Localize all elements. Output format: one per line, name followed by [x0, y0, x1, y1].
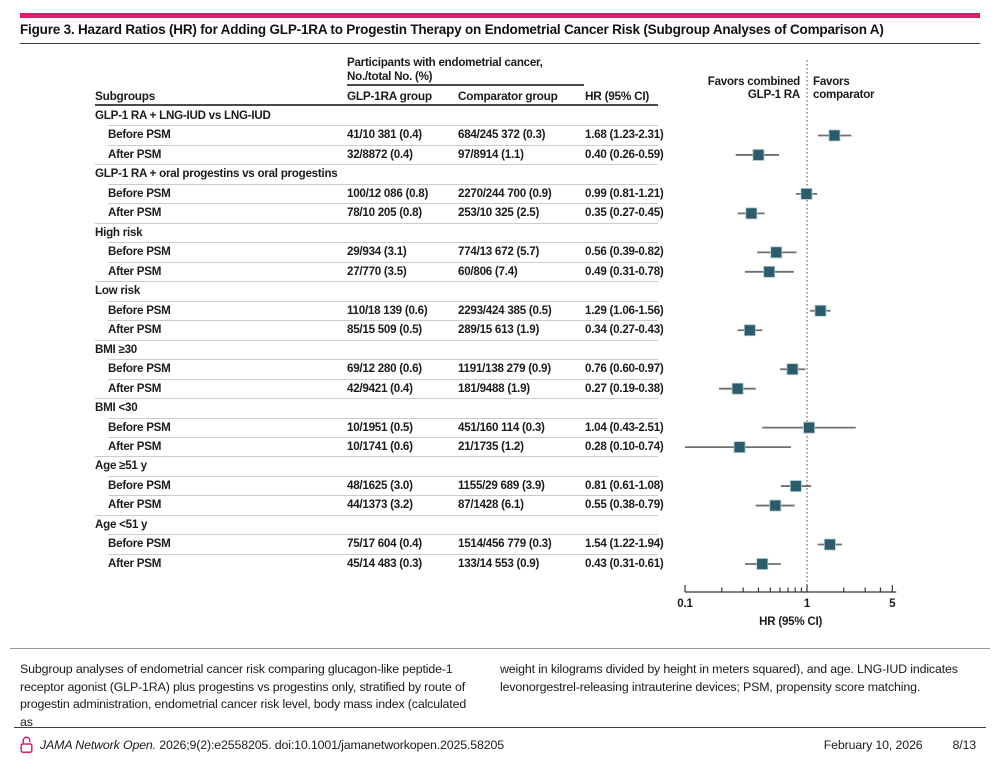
citation — [40, 738, 504, 752]
hr-ci-value: 0.35 (0.27-0.45) — [585, 206, 664, 220]
hr-ci-value: 0.43 (0.31-0.61) — [585, 556, 664, 570]
glp1ra-value: 69/12 280 (0.6) — [347, 362, 422, 376]
journal-name: JAMA Network Open. — [40, 738, 156, 752]
row-label: Before PSM — [108, 303, 171, 317]
subgroup-data-row — [95, 359, 664, 378]
row-label: Before PSM — [108, 128, 171, 142]
column-header-comparator: Comparator group — [458, 89, 558, 103]
hr-point-marker — [790, 481, 801, 492]
forest-marker-row — [810, 305, 830, 316]
forest-marker-row — [756, 500, 795, 511]
hr-ci-value: 0.27 (0.19-0.38) — [585, 381, 664, 395]
row-label: Before PSM — [108, 478, 171, 492]
subgroup-data-row — [95, 418, 664, 437]
forest-marker-row — [719, 383, 756, 394]
row-label: After PSM — [108, 323, 162, 337]
hr-ci-value: 0.49 (0.31-0.78) — [585, 264, 664, 278]
comparator-value: 289/15 613 (1.9) — [458, 323, 540, 337]
subgroup-data-row — [95, 242, 664, 261]
glp1ra-value: 32/8872 (0.4) — [347, 147, 413, 161]
comparator-value: 253/10 325 (2.5) — [458, 206, 540, 220]
group-header-line2: No./total No. (%) — [347, 69, 433, 83]
comparator-value: 87/1428 (6.1) — [458, 498, 524, 512]
x-axis-label: HR (95% CI) — [759, 616, 823, 628]
forest-marker-row — [781, 481, 811, 492]
subgroup-section-row — [95, 515, 658, 534]
subgroup-table — [95, 106, 664, 573]
comparator-value: 1191/138 279 (0.9) — [458, 362, 551, 376]
forest-marker-row — [745, 558, 781, 569]
hr-ci-value: 0.55 (0.38-0.79) — [585, 498, 664, 512]
subgroup-data-row — [95, 145, 664, 164]
section-label: GLP-1 RA + LNG-IUD vs LNG-IUD — [95, 109, 271, 122]
hr-ci-value: 1.04 (0.43-2.51) — [585, 420, 664, 434]
hr-ci-value: 0.40 (0.26-0.59) — [585, 147, 664, 161]
row-label: Before PSM — [108, 420, 171, 434]
glp1ra-value: 75/17 604 (0.4) — [347, 537, 422, 551]
comparator-value: 2293/424 385 (0.5) — [458, 303, 552, 317]
page-number: 8/13 — [952, 738, 976, 752]
hr-point-marker — [753, 149, 764, 160]
hr-point-marker — [787, 364, 798, 375]
hr-point-marker — [734, 442, 745, 453]
row-label: After PSM — [108, 206, 162, 220]
axis-tick-label: 5 — [889, 598, 896, 610]
glp1ra-value: 29/934 (3.1) — [347, 245, 407, 259]
forest-marker-row — [818, 130, 851, 141]
glp1ra-value: 48/1625 (3.0) — [347, 478, 413, 492]
caption-divider — [10, 648, 990, 649]
subgroup-data-row — [95, 495, 664, 514]
hr-point-marker — [744, 325, 755, 336]
comparator-value: 133/14 553 (0.9) — [458, 556, 540, 570]
hr-point-marker — [824, 539, 835, 550]
favors-combined-line1: Favors combined — [707, 75, 800, 88]
comparator-value: 684/245 372 (0.3) — [458, 128, 546, 142]
subgroup-data-row — [95, 184, 664, 203]
column-header-glp1ra: GLP-1RA group — [347, 89, 432, 103]
glp1ra-value: 10/1741 (0.6) — [347, 439, 413, 453]
row-label: After PSM — [108, 147, 162, 161]
forest-marker-row — [738, 325, 763, 336]
subgroup-data-row — [95, 476, 664, 495]
subgroup-data-row — [95, 534, 664, 553]
hr-point-marker — [770, 500, 781, 511]
hr-ci-value: 0.56 (0.39-0.82) — [585, 245, 664, 259]
forest-marker-row — [818, 539, 843, 550]
hr-point-marker — [815, 305, 826, 316]
glp1ra-value: 85/15 509 (0.5) — [347, 323, 422, 337]
glp1ra-value: 42/9421 (0.4) — [347, 381, 413, 395]
forest-marker-row — [685, 442, 791, 453]
subgroup-data-row — [95, 301, 664, 320]
section-label: Low risk — [95, 284, 141, 298]
favors-comparator-line1: Favors — [813, 75, 850, 88]
comparator-value: 181/9488 (1.9) — [458, 381, 530, 395]
subgroup-data-row — [95, 437, 664, 456]
row-label: Before PSM — [108, 186, 171, 200]
row-label: After PSM — [108, 556, 162, 570]
glp1ra-value: 110/18 139 (0.6) — [347, 303, 428, 317]
page-footer — [20, 734, 980, 756]
glp1ra-value: 27/770 (3.5) — [347, 264, 407, 278]
hr-point-marker — [801, 188, 812, 199]
comparator-value: 1514/456 779 (0.3) — [458, 537, 552, 551]
hr-ci-value: 0.81 (0.61-1.08) — [585, 478, 664, 492]
citation-details: 2026;9(2):e2558205. doi:10.1001/jamanetworkopen.2025.58205 — [155, 738, 504, 752]
subgroup-data-row — [95, 379, 664, 398]
section-label: BMI ≥30 — [95, 342, 137, 356]
section-label: High risk — [95, 225, 143, 239]
section-label: BMI <30 — [95, 401, 138, 415]
row-label: Before PSM — [108, 245, 171, 259]
subgroup-data-row — [95, 203, 664, 222]
comparator-value: 1155/29 689 (3.9) — [458, 478, 545, 492]
jama-accent-bar — [20, 13, 980, 18]
open-access-lock-icon — [20, 736, 33, 754]
subgroup-section-row — [95, 456, 658, 475]
hr-point-marker — [804, 422, 815, 433]
column-header-subgroups: Subgroups — [95, 89, 156, 103]
hr-point-marker — [732, 383, 743, 394]
hr-ci-value: 1.68 (1.23-2.31) — [585, 128, 664, 142]
axis-tick-label: 1 — [803, 598, 811, 610]
forest-plot — [660, 56, 1000, 646]
comparator-value: 60/806 (7.4) — [458, 264, 518, 278]
favors-comparator-line2: comparator — [813, 88, 875, 101]
section-label: GLP-1 RA + oral progestins vs oral progestins — [95, 167, 338, 181]
section-label: Age ≥51 y — [95, 459, 147, 473]
row-label: Before PSM — [108, 362, 171, 376]
figure-caption-right: weight in kilograms divided by height in meters squared), and age. LNG-IUD indicates levonorgestrel-releasing intrauterine devices; PSM, propensity score matching. — [500, 662, 958, 694]
participants-group-header — [347, 56, 587, 83]
glp1ra-value: 45/14 483 (0.3) — [347, 556, 422, 570]
glp1ra-value: 41/10 381 (0.4) — [347, 128, 422, 142]
row-label: After PSM — [108, 439, 162, 453]
hr-point-marker — [829, 130, 840, 141]
forest-marker-row — [762, 422, 855, 433]
hr-ci-value: 1.54 (1.22-1.94) — [585, 537, 664, 551]
forest-marker-row — [757, 247, 796, 258]
hr-point-marker — [757, 558, 768, 569]
title-divider — [20, 43, 980, 44]
comparator-value: 2270/244 700 (0.9) — [458, 186, 552, 200]
comparator-value: 774/13 672 (5.7) — [458, 245, 540, 259]
subgroup-section-row — [95, 106, 658, 125]
hr-point-marker — [771, 247, 782, 258]
row-label: After PSM — [108, 498, 162, 512]
figure-caption-left: Subgroup analyses of endometrial cancer risk comparing glucagon-like peptide-1 receptor agonist (GLP-1RA) plus progestins vs progestins only, stratified by route of progestin administration, endometrial cancer risk level, body mass index (calculated as — [20, 662, 467, 729]
row-label: After PSM — [108, 264, 162, 278]
forest-marker-row — [780, 364, 805, 375]
comparator-value: 97/8914 (1.1) — [458, 147, 524, 161]
glp1ra-value: 100/12 086 (0.8) — [347, 186, 429, 200]
glp1ra-value: 10/1951 (0.5) — [347, 420, 413, 434]
subgroup-data-row — [95, 262, 664, 281]
subgroup-section-row — [95, 281, 658, 300]
forest-marker-row — [745, 266, 794, 277]
subgroup-data-row — [95, 554, 664, 573]
forest-marker-row — [796, 188, 817, 199]
subgroup-data-row — [95, 320, 664, 339]
footer-divider — [14, 727, 986, 728]
subgroup-section-row — [95, 340, 658, 359]
column-header-hr: HR (95% CI) — [585, 89, 650, 103]
group-header-line1: Participants with endometrial cancer, — [347, 56, 543, 69]
hr-ci-value: 0.76 (0.60-0.97) — [585, 362, 664, 376]
forest-marker-row — [738, 208, 765, 219]
group-header-underline — [347, 84, 584, 86]
publication-date: February 10, 2026 — [823, 738, 923, 752]
hr-point-marker — [746, 208, 757, 219]
favors-combined-line2: GLP-1 RA — [747, 88, 800, 101]
hr-point-marker — [764, 266, 775, 277]
hr-ci-value: 1.29 (1.06-1.56) — [585, 303, 664, 317]
forest-marker-row — [736, 149, 779, 160]
hr-ci-value: 0.99 (0.81-1.21) — [585, 186, 664, 200]
axis-tick-label: 0.1 — [677, 598, 693, 610]
hr-ci-value: 0.34 (0.27-0.43) — [585, 323, 664, 337]
subgroup-section-row — [95, 223, 658, 242]
glp1ra-value: 44/1373 (3.2) — [347, 498, 413, 512]
subgroup-section-row — [95, 398, 658, 417]
hr-ci-value: 0.28 (0.10-0.74) — [585, 439, 664, 453]
comparator-value: 21/1735 (1.2) — [458, 439, 524, 453]
subgroup-data-row — [95, 125, 664, 144]
figure-title: Figure 3. Hazard Ratios (HR) for Adding GLP-1RA to Progestin Therapy on Endometrial Cancer Risk (Subgroup Analyses of Comparison A) — [20, 22, 884, 37]
section-label: Age <51 y — [95, 517, 148, 531]
comparator-value: 451/160 114 (0.3) — [458, 420, 545, 434]
row-label: Before PSM — [108, 537, 171, 551]
row-label: After PSM — [108, 381, 162, 395]
table-column-headers — [95, 87, 658, 106]
glp1ra-value: 78/10 205 (0.8) — [347, 206, 422, 220]
subgroup-section-row — [95, 164, 658, 183]
